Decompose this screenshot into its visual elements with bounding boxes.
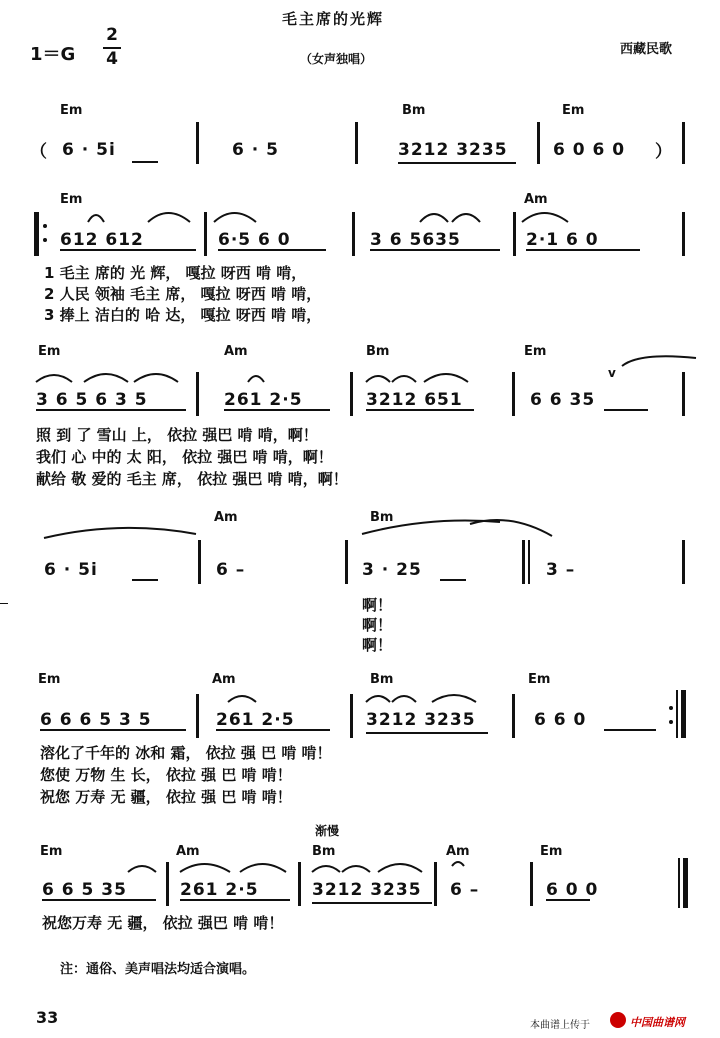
slur	[378, 864, 422, 872]
measure-notes: 261 2·5	[180, 880, 259, 900]
slur	[622, 356, 696, 366]
slur	[470, 520, 552, 536]
open-paren: （	[30, 142, 48, 162]
lyric-line: 啊！	[362, 616, 393, 634]
slur	[228, 696, 256, 702]
slur	[420, 214, 448, 222]
slur	[366, 696, 390, 702]
measure-notes: 6 0 6 0	[553, 140, 626, 160]
tempo-mark: 渐慢	[315, 824, 340, 838]
measure-notes: 6 0 0	[546, 880, 599, 900]
chord-label: Em	[40, 844, 63, 859]
chord-label: Am	[224, 344, 248, 359]
measure-notes: 261 2·5	[224, 390, 303, 410]
chord-label: Am	[524, 192, 548, 207]
slur	[44, 528, 196, 538]
key-signature: 1＝G	[30, 44, 76, 65]
measure-notes: 2·1 6 0	[526, 230, 599, 250]
lyric-line: 啊！	[362, 596, 393, 614]
song-origin: 西藏民歌	[620, 42, 673, 57]
lyric-line: 献给 敬 爱的 毛主 席， 依拉 强巴 啃 啃，啊！	[36, 470, 348, 488]
measure-notes: 3212 651	[366, 390, 463, 410]
performance-note: 注：通俗、美声唱法均适合演唱。	[60, 962, 256, 977]
slur	[180, 864, 230, 872]
chord-label: Bm	[370, 510, 394, 525]
chord-label: Am	[446, 844, 470, 859]
measure-notes: 6 6 5 35	[42, 880, 127, 900]
slur	[240, 864, 286, 872]
slur	[342, 866, 370, 872]
measure-notes: 6 · 5i	[62, 140, 116, 160]
chord-label: Em	[60, 103, 83, 118]
slur	[392, 696, 416, 702]
lyric-line: 2 人民 领袖 毛主 席， 嘎拉 呀西 啃 啃，	[44, 285, 322, 303]
measure-notes: 3 –	[546, 560, 576, 580]
slur	[432, 695, 476, 702]
chord-label: Bm	[366, 344, 390, 359]
chord-label: Em	[528, 672, 551, 687]
lyric-line: 祝您 万寿 无 疆， 依拉 强 巴 啃 啃！	[40, 788, 292, 806]
measure-notes: 6 –	[450, 880, 480, 900]
measure-notes: 6 6 0	[534, 710, 587, 730]
lyric-line: 1 毛主 席的 光 辉， 嘎拉 呀西 啃 啃，	[44, 264, 307, 282]
measure-notes: 6 –	[216, 560, 246, 580]
lyric-line: 祝您万寿 无 疆， 依拉 强巴 啃 啃！	[42, 914, 284, 932]
slur	[312, 866, 340, 872]
slur	[248, 376, 264, 382]
slur	[148, 213, 190, 222]
lyric-line: 我们 心 中的 太 阳， 依拉 强巴 啃 啃，啊！	[36, 448, 333, 466]
slur	[36, 375, 72, 382]
measure-notes: 261 2·5	[216, 710, 295, 730]
slur	[128, 866, 156, 872]
measure-notes: 6 6 6 5 3 5	[40, 710, 152, 730]
chord-label: Am	[176, 844, 200, 859]
chord-label: Bm	[402, 103, 426, 118]
chord-label: Am	[212, 672, 236, 687]
chord-label: Em	[38, 672, 61, 687]
site-name[interactable]: 中国曲谱网	[630, 1016, 685, 1029]
time-signature-bottom: 4	[106, 49, 118, 69]
measure-notes: 3212 3235	[366, 710, 476, 730]
slur	[366, 376, 390, 382]
measure-notes: 6 6 35	[530, 390, 596, 410]
chord-label: Em	[524, 344, 547, 359]
slur	[392, 376, 416, 382]
slur	[424, 374, 468, 382]
chord-label: Bm	[370, 672, 394, 687]
chord-label: Am	[214, 510, 238, 525]
measure-notes: 6 · 5i	[44, 560, 98, 580]
chord-label: Em	[38, 344, 61, 359]
fermata	[452, 862, 464, 866]
slur	[134, 374, 178, 382]
chord-label: Bm	[312, 844, 336, 859]
measure-notes: 3 · 25	[362, 560, 422, 580]
breath-mark: v	[608, 366, 616, 380]
slur	[88, 215, 104, 222]
chord-label: Em	[540, 844, 563, 859]
measure-notes: 3212 3235	[398, 140, 508, 160]
measure-notes: 3212 3235	[312, 880, 422, 900]
song-title: 毛主席的光辉	[282, 10, 385, 28]
measure-notes: 3 6 5 6 3 5	[36, 390, 148, 410]
slur	[84, 374, 128, 382]
slur	[214, 213, 256, 222]
measure-notes: 6·5 6 0	[218, 230, 291, 250]
lyric-line: 照 到 了 雪山 上， 依拉 强巴 啃 啃，啊！	[36, 426, 318, 444]
measure-notes: 6 · 5	[232, 140, 279, 160]
lyric-line: 您使 万物 生 长， 依拉 强 巴 啃 啃！	[40, 766, 292, 784]
slur	[452, 214, 480, 222]
close-paren: ）	[655, 142, 673, 162]
measure-notes: 612 612	[60, 230, 144, 250]
time-signature-top: 2	[106, 25, 118, 45]
lyric-line: 溶化了千年的 冰和 霜， 依拉 强 巴 啃 啃！	[40, 744, 332, 762]
slur	[522, 213, 568, 222]
lyric-line: 啊！	[362, 636, 393, 654]
song-subtitle: （女声独唱）	[300, 52, 373, 66]
chord-label: Em	[562, 103, 585, 118]
page-number: 33	[36, 1008, 59, 1027]
upload-text: 本曲谱上传于	[530, 1020, 590, 1031]
lyric-line: 3 捧上 洁白的 哈 达， 嘎拉 呀西 啃 啃，	[44, 306, 322, 324]
chord-label: Em	[60, 192, 83, 207]
measure-notes: 3 6 5635	[370, 230, 461, 250]
